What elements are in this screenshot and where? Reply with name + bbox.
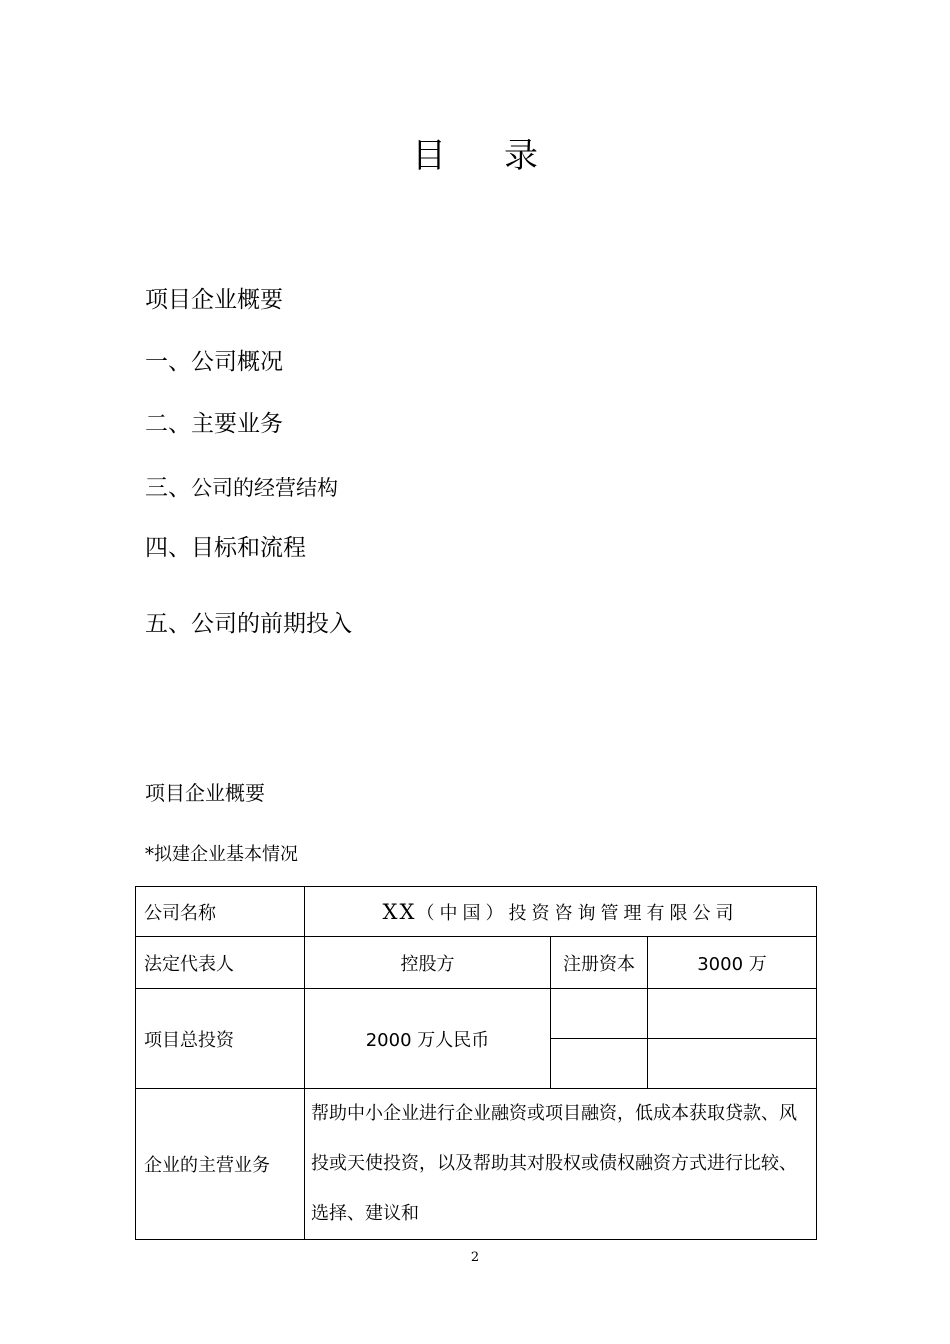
section-heading: 项目企业概要	[145, 781, 265, 805]
toc-item-overview: 项目企业概要	[145, 287, 283, 313]
empty-cell	[648, 1039, 817, 1089]
table-row	[136, 989, 817, 1039]
company-name-label: 公司名称	[136, 887, 305, 937]
toc-item-structure	[145, 473, 338, 503]
table-row	[136, 887, 817, 937]
main-business-label: 企业的主营业务	[136, 1089, 305, 1240]
empty-cell	[551, 989, 648, 1039]
toc-item-structure-text: 公司的经营结构	[191, 476, 338, 500]
company-name-xx: XX	[382, 899, 417, 924]
page-title	[0, 128, 950, 177]
legal-rep-value: 控股方	[305, 937, 551, 989]
toc-item-goals-process: 四、目标和流程	[145, 535, 306, 561]
total-investment-label: 项目总投资	[136, 989, 305, 1089]
empty-cell	[648, 989, 817, 1039]
company-info-table	[135, 886, 817, 1240]
empty-cell	[551, 1039, 648, 1089]
legal-rep-label: 法定代表人	[136, 937, 305, 989]
toc-item-company-overview: 一、公司概况	[145, 349, 283, 375]
title-char-2: 录	[504, 136, 538, 176]
title-char-1: 目	[412, 136, 446, 176]
company-name-value	[305, 887, 817, 937]
toc-item-initial-investment: 五、公司的前期投入	[145, 611, 352, 637]
total-investment-value: 2000 万人民币	[305, 989, 551, 1089]
main-business-value: 帮助中小企业进行企业融资或项目融资，低成本获取贷款、风投或天使投资，以及帮助其对股权或债权融资方式进行比较、选择、建议和	[305, 1089, 817, 1240]
table-row	[136, 1089, 817, 1240]
table-row	[136, 937, 817, 989]
toc-item-structure-prefix: 三、	[145, 475, 191, 501]
registered-capital-label: 注册资本	[551, 937, 648, 989]
subheading: *拟建企业基本情况	[145, 844, 298, 865]
toc-item-main-business: 二、主要业务	[145, 411, 283, 437]
company-name-rest: （中国）投资咨询管理有限公司	[416, 902, 739, 924]
registered-capital-value: 3000 万	[648, 937, 817, 989]
page-number: 2	[470, 1250, 480, 1265]
